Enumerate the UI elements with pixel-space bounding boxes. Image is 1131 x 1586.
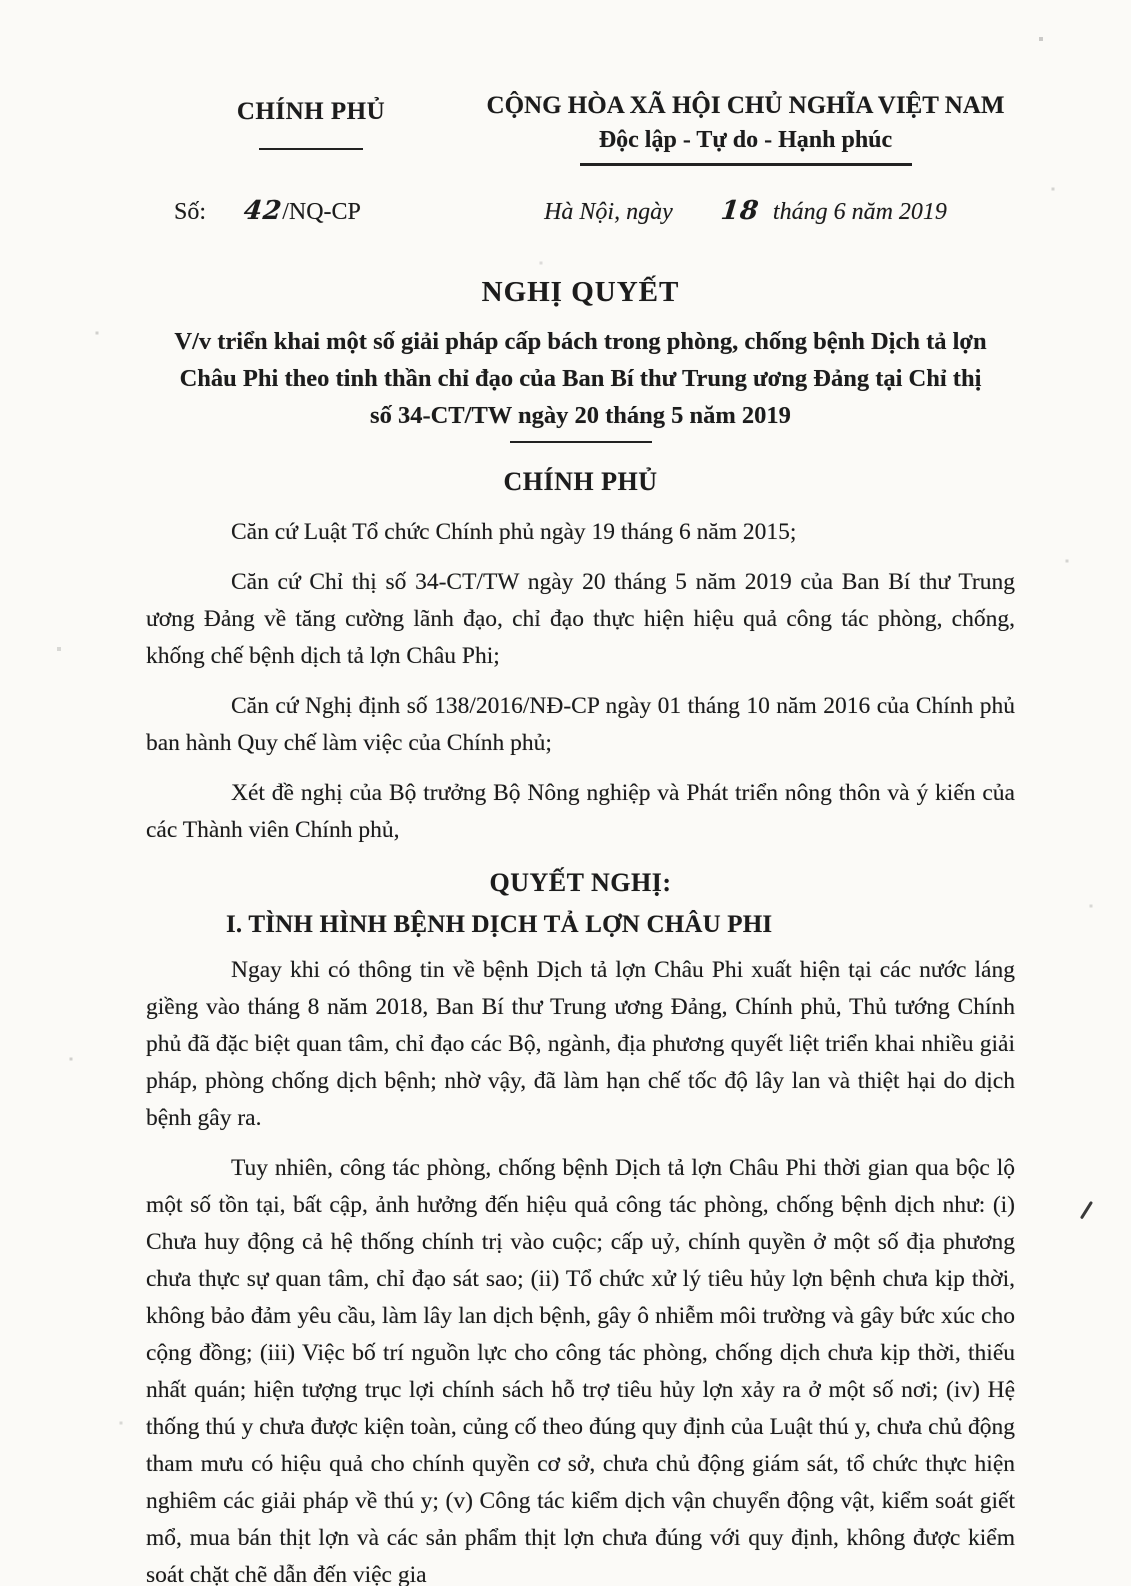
issuer-underline [259, 148, 363, 150]
body-paragraph-2: Tuy nhiên, công tác phòng, chống bệnh Dịch tả lợn Châu Phi thời gian qua bộc lộ một số tồn tại, bất cập, ảnh hưởng đến hiệu quả công tác phòng, chống bệnh dịch như: (i) Chưa huy động cả hệ thống chính trị vào cuộc; cấp uỷ, chính quyền ở một số địa phương chưa thực sự quan tâm, chỉ đạo sát sao; (ii) Tổ chức xử lý tiêu hủy lợn bệnh chưa kịp thời, không bảo đảm yêu cầu, làm lây lan dịch bệnh, gây ô nhiễm môi trường và gây bức xúc cho cộng đồng; (iii) Việc bố trí nguồn lực cho công tác phòng, chống dịch chưa kịp thời, thiếu nhất quán; hiện tượng trục lợi chính sách hỗ trợ tiêu hủy lợn xảy ra ở một số nơi; (iv) Hệ thống thú y chưa được kiện toàn, củng cố theo đúng quy định của Luật thú y, chưa chủ động tham mưu có hiệu quả cho chính quyền cơ sở, chưa chủ động giám sát, tổ chức thực hiện nghiêm các giải pháp về thú y; (v) Công tác kiểm dịch vận chuyển động vật, kiểm soát giết mổ, mua bán thịt lợn và các sản phẩm thịt lợn chưa đúng với quy định, không được kiểm soát chặt chẽ dẫn đến việc gia [146, 1155, 1015, 1586]
national-block [476, 92, 1015, 166]
day-handwritten: 18 [719, 196, 761, 226]
subject-line-3: số 34-CT/TW ngày 20 tháng 5 năm 2019 [370, 402, 791, 429]
section-1-heading: I. TÌNH HÌNH BỆNH DỊCH TẢ LỢN CHÂU PHI [226, 911, 773, 938]
scan-speckles [0, 0, 2, 2]
issuer-block [146, 92, 476, 166]
motto-underline [580, 163, 912, 166]
body-paragraph-1: Ngay khi có thông tin về bệnh Dịch tả lợn Châu Phi xuất hiện tại các nước láng giềng vào tháng 8 năm 2018, Ban Bí thư Trung ương Đảng, Chính phủ, Thủ tướng Chính phủ đã đặc biệt quan tâm, chỉ đạo các Bộ, ngành, địa phương quyết liệt triển khai nhiều giải pháp, phòng chống dịch bệnh; nhờ vậy, đã làm hạn chế tốc độ lây lan và thiệt hại do dịch bệnh gây ra. [146, 957, 1015, 1131]
document-content [146, 92, 1015, 1586]
recital-1: Căn cứ Luật Tổ chức Chính phủ ngày 19 tháng 6 năm 2015; [231, 519, 797, 545]
recital-4: Xét đề nghị của Bộ trưởng Bộ Nông nghiệp và Phát triển nông thôn và ý kiến của các Thành viên Chính phủ, [146, 780, 1015, 843]
document-number-label: Số: [174, 199, 207, 225]
subject-line-2: Châu Phi theo tinh thần chỉ đạo của Ban Bí thư Trung ương Đảng tại Chỉ thị [179, 365, 982, 392]
document-number-suffix: /NQ-CP [282, 199, 361, 225]
document-header [146, 92, 1015, 166]
national-title: CỘNG HÒA XÃ HỘI CHỦ NGHĨA VIỆT NAM [486, 92, 1005, 119]
place-date-suffix: tháng 6 năm 2019 [772, 199, 947, 225]
document-type-heading: NGHỊ QUYẾT [481, 276, 680, 308]
place-date-prefix: Hà Nội, ngày [544, 199, 673, 225]
pen-mark [1079, 1201, 1092, 1219]
authority-heading: CHÍNH PHỦ [503, 467, 658, 496]
document-subject [146, 323, 1015, 434]
recital-3: Căn cứ Nghị định số 138/2016/NĐ-CP ngày 01 tháng 10 năm 2016 của Chính phủ ban hành Quy chế làm việc của Chính phủ; [146, 693, 1015, 756]
subject-line-1: V/v triển khai một số giải pháp cấp bách trong phòng, chống bệnh Dịch tả lợn [174, 328, 987, 355]
national-motto: Độc lập - Tự do - Hạnh phúc [598, 127, 893, 153]
title-block [146, 276, 1015, 443]
subject-underline [510, 441, 652, 443]
issuer-name: CHÍNH PHỦ [236, 98, 386, 125]
resolve-heading: QUYẾT NGHỊ: [489, 868, 672, 897]
place-date [476, 196, 1015, 226]
meta-row [146, 196, 1015, 226]
document-number [146, 196, 476, 226]
document-number-handwritten: 42 [242, 196, 284, 226]
recital-2: Căn cứ Chỉ thị số 34-CT/TW ngày 20 tháng 5 năm 2019 của Ban Bí thư Trung ương Đảng về tăng cường lãnh đạo, chỉ đạo thực hiện hiệu quả công tác phòng, chống, khống chế bệnh dịch tả lợn Châu Phi; [146, 569, 1015, 669]
